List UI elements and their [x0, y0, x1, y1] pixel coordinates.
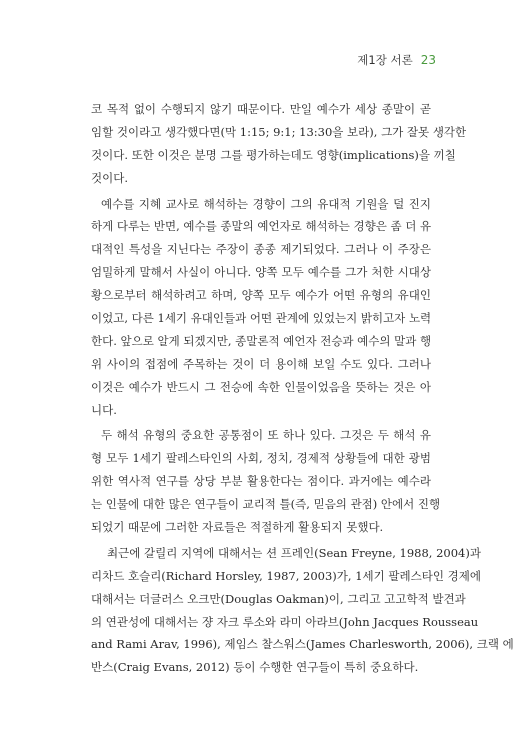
running-head [357, 52, 436, 68]
chapter-title: 제1장 서론 [357, 53, 413, 67]
text-line: 황으로부터 해석하려고 하며, 양쪽 모두 예수가 어떤 유형의 유대인 [91, 288, 431, 303]
text-line: 한다. 앞으로 알게 되겠지만, 종말론적 예언자 전승과 예수의 말과 행 [91, 333, 432, 348]
text-line: 예수를 지혜 교사로 해석하는 경향이 그의 유대적 기원을 덜 진지 [101, 196, 431, 211]
text-line: 엄밀하게 말해서 사실이 아니다. 양쪽 모두 예수를 그가 처한 시대상 [91, 265, 431, 280]
text-line: 위 사이의 접점에 주목하는 것이 더 용이해 보일 수도 있다. 그러나 [91, 356, 431, 371]
text-line: 형 모두 1세기 팔레스타인의 사회, 정치, 경제적 상황들에 대한 광범 [91, 451, 431, 466]
text-line: 리차드 호슬리(Richard Horsley, 1987, 2003)가, 1세기 팔레스타인 경제에 [91, 568, 481, 583]
text-line: 것이다. 또한 이것은 분명 그를 평가하는데도 영향(implications)을 끼칠 [91, 147, 456, 162]
text-line: and Rami Arav, 1996), 제임스 찰스워스(James Charlesworth, 2006), 크랙 에 [91, 637, 514, 652]
text-line: 니다. [91, 402, 117, 417]
text-line: 최근에 갈릴리 지역에 대해서는 션 프레인(Sean Freyne, 1988, 2004)과 [107, 545, 481, 560]
text-line: 대해서는 더글러스 오크만(Douglas Oakman)이, 그리고 고고학적 발견과 [91, 591, 466, 606]
paragraph [91, 98, 467, 190]
text-line: 위한 역사적 연구를 상당 부분 활용한다는 점이다. 과거에는 예수라 [91, 474, 431, 489]
text-line: 대적인 특성을 지닌다는 주장이 종종 제기되었다. 그러나 이 주장은 [91, 242, 431, 257]
text-line: 는 인물에 대한 많은 연구들이 교리적 틀(즉, 믿음의 관점) 안에서 진행 [91, 497, 441, 512]
text-line: 이것은 예수가 반드시 그 전승에 속한 인물이었음을 뜻하는 것은 아 [91, 379, 431, 394]
text-line: 반스(Craig Evans, 2012) 등이 수행한 연구들이 특히 중요하다. [91, 660, 419, 675]
text-line: 이었고, 다른 1세기 유대인들과 어떤 관계에 있었는지 밝히고자 노력 [91, 311, 432, 326]
paragraph [91, 424, 441, 538]
body-text [91, 98, 514, 679]
paragraph [91, 193, 431, 422]
text-line: 의 연관성에 대해서는 쟝 자크 루소와 라미 아라브(John Jacques Rousseau [91, 614, 479, 629]
text-line: 임할 것이라고 생각했다면(막 1:15; 9:1; 13:30을 보라), 그가 잘못 생각한 [91, 124, 467, 139]
page-number: 23 [420, 53, 436, 67]
text-line: 두 해석 유형의 중요한 공통점이 또 하나 있다. 그것은 두 해석 유 [101, 428, 431, 443]
text-line: 되었기 때문에 그러한 자료들은 적절하게 활용되지 못했다. [91, 520, 384, 535]
paragraph [91, 542, 514, 679]
text-line: 것이다. [91, 170, 128, 185]
text-line: 코 목적 없이 수행되지 않기 때문이다. 만일 예수가 세상 종말이 곧 [91, 102, 431, 116]
text-line: 하게 다루는 반면, 예수를 종말의 예언자로 해석하는 경향은 좀 더 유 [91, 219, 432, 234]
